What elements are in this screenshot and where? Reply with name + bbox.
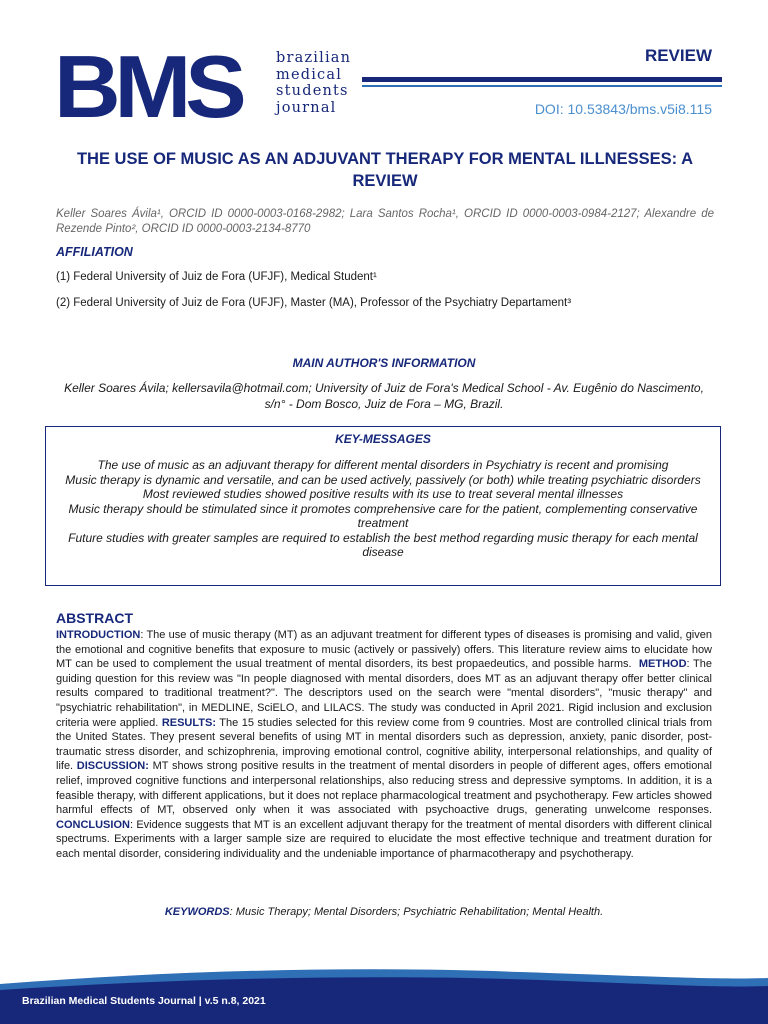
abstract-results-text: The 15 studies selected for this review come from 9 countries. Most are controlled clinical trials from the United States. They present several benefits of using MT in mental disorders such as depression, anxiety, panic disorder, post-traumatic stress disorder, and schizophrenia, improving emotional control, cognitive ability, interpersonal relationships, and quality of life. xyxy=(56,716,712,773)
keywords-text: : Music Therapy; Mental Disorders; Psychiatric Rehabilitation; Mental Health. xyxy=(229,906,604,918)
key-messages-box xyxy=(45,426,721,586)
key-messages-list xyxy=(64,458,702,560)
main-author-info: Keller Soares Ávila; kellersavila@hotmail.com; University of Juiz de Fora's Medical School - Av. Eugênio do Nascimento, s/n° - Dom Bosco, Juiz de Fora – MG, Brazil. xyxy=(64,381,704,411)
abstract-discussion-label: DISCUSSION: xyxy=(76,760,149,773)
footer-citation: Brazilian Medical Students Journal | v.5 n.8, 2021 xyxy=(22,995,266,1007)
article-title: THE USE OF MUSIC AS AN ADJUVANT THERAPY FOR MENTAL ILLNESSES: A REVIEW xyxy=(76,150,694,190)
key-message-item: Music therapy is dynamic and versatile, and can be used actively, passively (or both) while treating psychiatric disorders xyxy=(65,472,701,487)
key-message-item: Most reviewed studies showed positive results with its use to treat several mental illnesses xyxy=(142,487,624,501)
abstract-method-text: : The guiding question for this review was "In people diagnosed with mental disorders, does MT as an adjuvant therapy offer better clinical results compared to traditional treatment?". The descriptors used on the search were "mental disorders", "music therapy" and "psychiatric rehabilitation", in MEDLINE, SciELO, and LILACS. The study was conducted in April 2021. Rigid inclusion and exclusion criteria were applied. xyxy=(56,658,712,729)
abstract-discussion-text: MT shows strong positive results in the treatment of mental disorders in people of different ages, offers emotional relief, improved cognitive functions and interpersonal relationships, also reducing stress and depressive symptoms. In addition, it is a feasible therapy, with different applications, but it does not replace pharmacological treatment and psychotherapy. Few articles showed harmful effects of MT, observed only when it was associated with psychoactive drugs, generating unwelcome responses. xyxy=(56,760,712,817)
affiliation-heading: AFFILIATION xyxy=(56,245,133,259)
abstract-conclusion-label: CONCLUSION xyxy=(56,818,130,831)
logo-line: students xyxy=(276,83,349,99)
journal-logo xyxy=(54,37,354,136)
keywords-line xyxy=(0,906,768,918)
key-messages-heading: KEY-MESSAGES xyxy=(335,432,431,446)
key-message-item: Music therapy should be stimulated since it promotes comprehensive care for the patient, complementing conservative treatment xyxy=(68,501,698,530)
author-list: Keller Soares Ávila¹, ORCID ID 0000-0003-0168-2982; Lara Santos Rocha¹, ORCID ID 0000-0003-0984-2127; Alexandre de Rezende Pinto², ORCID ID 0000-0003-2134-8770 xyxy=(56,208,714,235)
logo-line: medical xyxy=(276,66,343,83)
abstract-intro-text: : The use of music therapy (MT) as an adjuvant treatment for different types of diseases is promising and valid, given the emotional and cognitive benefits that exposure to music (actively or passively) offers. This literature review aims to elucidate how MT can be used to complement the usual treatment of mental disorders, its best propaedeutics, and possible harms. xyxy=(56,629,712,671)
logo-letters: BMS xyxy=(54,37,241,136)
key-message-item: The use of music as an adjuvant therapy for different mental disorders in Psychiatry is recent and promising xyxy=(97,458,669,472)
article-type-label: REVIEW xyxy=(644,46,712,65)
doi-link[interactable]: DOI: 10.53843/bms.v5i8.115 xyxy=(534,101,712,117)
main-author-heading: MAIN AUTHOR'S INFORMATION xyxy=(292,356,476,370)
keywords-label: KEYWORDS xyxy=(164,906,230,918)
logo-line: brazilian xyxy=(276,50,352,66)
logo-wordmark xyxy=(276,50,351,116)
abstract-conclusion-text: : Evidence suggests that MT is an excellent adjuvant therapy for the treatment of mental disorders with different clinical spectrums. Experiments with a larger sample size are required to elucidate the most effective technique and treatment duration for each mental disorder, considering individuality and the undeniable importance of pharmacotherapy and psychotherapy. xyxy=(56,818,712,860)
header-rule-thin xyxy=(362,85,722,87)
abstract-intro-label: INTRODUCTION xyxy=(56,629,141,641)
affiliation-item: (1) Federal University of Juiz de Fora (UFJF), Medical Student¹ xyxy=(56,271,377,283)
abstract-heading: ABSTRACT xyxy=(56,610,133,626)
abstract-results-label: RESULTS: xyxy=(161,716,216,729)
header-rule-thick xyxy=(362,77,722,82)
affiliation-item: (2) Federal University of Juiz de Fora (UFJF), Master (MA), Professor of the Psychiatry Departament³ xyxy=(56,297,572,309)
abstract-body xyxy=(56,628,712,862)
logo-line: journal xyxy=(276,99,337,116)
key-message-item: Future studies with greater samples are required to establish the best method regarding music therapy for each mental disease xyxy=(68,530,698,559)
abstract-method-label: METHOD xyxy=(638,658,687,671)
